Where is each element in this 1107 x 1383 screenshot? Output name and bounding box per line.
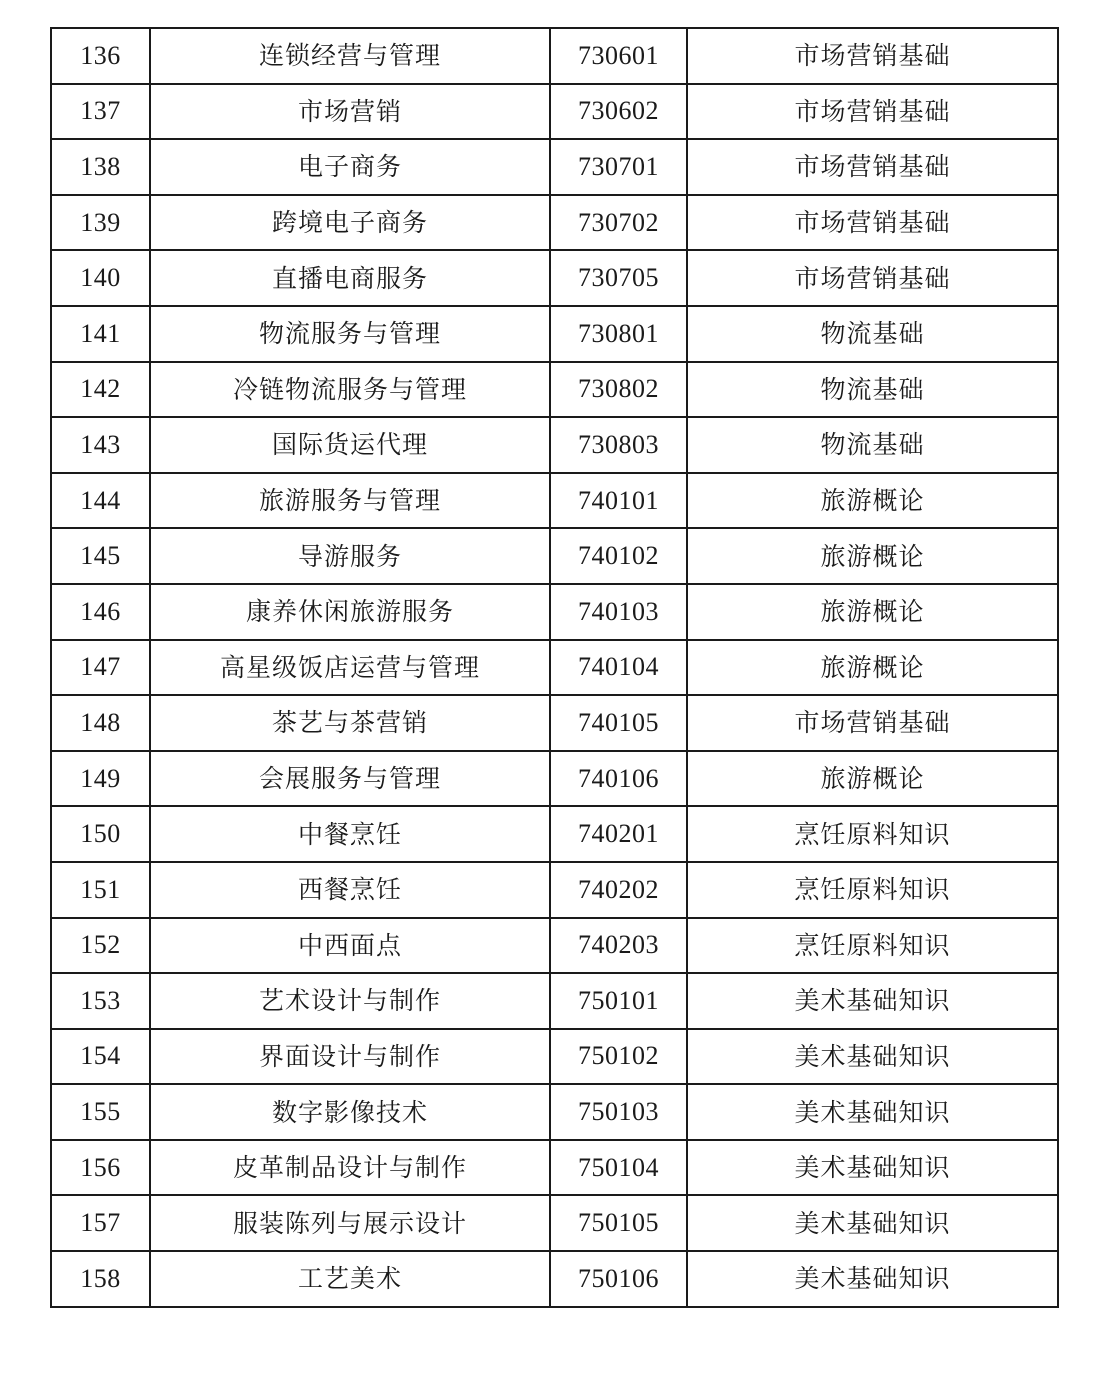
table-row: [51, 417, 1058, 473]
cell-major-name: 旅游服务与管理: [150, 473, 550, 529]
table-row: [51, 584, 1058, 640]
cell-major-name: 市场营销: [150, 84, 550, 140]
cell-number: 146: [51, 584, 150, 640]
cell-major-name: 中餐烹饪: [150, 806, 550, 862]
table-row: [51, 862, 1058, 918]
table-row: [51, 1140, 1058, 1196]
cell-major-code: 730803: [550, 417, 687, 473]
cell-major-name: 界面设计与制作: [150, 1029, 550, 1085]
cell-major-name: 电子商务: [150, 139, 550, 195]
cell-major-code: 740201: [550, 806, 687, 862]
table-row: [51, 1084, 1058, 1140]
cell-major-code: 740203: [550, 918, 687, 974]
cell-exam-subject: 美术基础知识: [687, 1251, 1058, 1307]
table-row: [51, 528, 1058, 584]
table-row: [51, 918, 1058, 974]
cell-number: 148: [51, 695, 150, 751]
cell-number: 145: [51, 528, 150, 584]
cell-major-name: 皮革制品设计与制作: [150, 1140, 550, 1196]
cell-number: 138: [51, 139, 150, 195]
cell-number: 149: [51, 751, 150, 807]
table-row: [51, 139, 1058, 195]
cell-exam-subject: 旅游概论: [687, 528, 1058, 584]
cell-number: 136: [51, 28, 150, 84]
cell-exam-subject: 美术基础知识: [687, 1029, 1058, 1085]
table-row: [51, 1251, 1058, 1307]
cell-exam-subject: 物流基础: [687, 417, 1058, 473]
cell-major-code: 750101: [550, 973, 687, 1029]
cell-exam-subject: 旅游概论: [687, 584, 1058, 640]
cell-major-name: 康养休闲旅游服务: [150, 584, 550, 640]
cell-exam-subject: 烹饪原料知识: [687, 918, 1058, 974]
cell-major-code: 740105: [550, 695, 687, 751]
cell-major-name: 会展服务与管理: [150, 751, 550, 807]
cell-major-name: 中西面点: [150, 918, 550, 974]
cell-major-code: 750103: [550, 1084, 687, 1140]
cell-number: 140: [51, 250, 150, 306]
cell-exam-subject: 烹饪原料知识: [687, 862, 1058, 918]
cell-major-name: 工艺美术: [150, 1251, 550, 1307]
cell-number: 142: [51, 362, 150, 418]
cell-exam-subject: 旅游概论: [687, 751, 1058, 807]
cell-exam-subject: 市场营销基础: [687, 139, 1058, 195]
cell-major-code: 750105: [550, 1195, 687, 1251]
cell-major-code: 750104: [550, 1140, 687, 1196]
cell-number: 143: [51, 417, 150, 473]
cell-exam-subject: 旅游概论: [687, 473, 1058, 529]
cell-major-name: 连锁经营与管理: [150, 28, 550, 84]
cell-exam-subject: 美术基础知识: [687, 1084, 1058, 1140]
cell-number: 155: [51, 1084, 150, 1140]
table-row: [51, 84, 1058, 140]
cell-major-name: 艺术设计与制作: [150, 973, 550, 1029]
cell-number: 141: [51, 306, 150, 362]
cell-major-name: 服装陈列与展示设计: [150, 1195, 550, 1251]
cell-exam-subject: 市场营销基础: [687, 250, 1058, 306]
cell-major-name: 高星级饭店运营与管理: [150, 640, 550, 696]
cell-major-name: 茶艺与茶营销: [150, 695, 550, 751]
table-row: [51, 1195, 1058, 1251]
table-row: [51, 473, 1058, 529]
cell-number: 157: [51, 1195, 150, 1251]
table-row: [51, 28, 1058, 84]
table-row: [51, 250, 1058, 306]
cell-number: 153: [51, 973, 150, 1029]
cell-major-code: 740202: [550, 862, 687, 918]
table-row: [51, 806, 1058, 862]
cell-major-code: 730601: [550, 28, 687, 84]
cell-number: 144: [51, 473, 150, 529]
cell-exam-subject: 市场营销基础: [687, 84, 1058, 140]
cell-number: 154: [51, 1029, 150, 1085]
cell-exam-subject: 烹饪原料知识: [687, 806, 1058, 862]
table-row: [51, 1029, 1058, 1085]
cell-exam-subject: 旅游概论: [687, 640, 1058, 696]
table-row: [51, 973, 1058, 1029]
cell-number: 150: [51, 806, 150, 862]
cell-exam-subject: 市场营销基础: [687, 695, 1058, 751]
cell-major-code: 750102: [550, 1029, 687, 1085]
cell-major-name: 西餐烹饪: [150, 862, 550, 918]
cell-exam-subject: 市场营销基础: [687, 28, 1058, 84]
cell-major-name: 跨境电子商务: [150, 195, 550, 251]
table-row: [51, 306, 1058, 362]
table-body: [51, 28, 1058, 1307]
cell-exam-subject: 物流基础: [687, 362, 1058, 418]
major-subject-table: [50, 27, 1059, 1308]
cell-major-code: 730602: [550, 84, 687, 140]
cell-number: 147: [51, 640, 150, 696]
table-row: [51, 195, 1058, 251]
cell-major-code: 730802: [550, 362, 687, 418]
cell-number: 158: [51, 1251, 150, 1307]
cell-major-name: 直播电商服务: [150, 250, 550, 306]
cell-exam-subject: 美术基础知识: [687, 973, 1058, 1029]
cell-major-code: 730701: [550, 139, 687, 195]
cell-major-code: 740101: [550, 473, 687, 529]
cell-major-name: 冷链物流服务与管理: [150, 362, 550, 418]
table-row: [51, 640, 1058, 696]
cell-number: 156: [51, 1140, 150, 1196]
cell-exam-subject: 市场营销基础: [687, 195, 1058, 251]
cell-major-code: 750106: [550, 1251, 687, 1307]
cell-exam-subject: 物流基础: [687, 306, 1058, 362]
cell-major-code: 740104: [550, 640, 687, 696]
cell-major-code: 730705: [550, 250, 687, 306]
table-row: [51, 751, 1058, 807]
cell-major-name: 导游服务: [150, 528, 550, 584]
cell-exam-subject: 美术基础知识: [687, 1140, 1058, 1196]
cell-major-code: 740102: [550, 528, 687, 584]
cell-exam-subject: 美术基础知识: [687, 1195, 1058, 1251]
cell-major-code: 740106: [550, 751, 687, 807]
cell-number: 152: [51, 918, 150, 974]
cell-major-name: 数字影像技术: [150, 1084, 550, 1140]
cell-number: 139: [51, 195, 150, 251]
cell-number: 137: [51, 84, 150, 140]
cell-major-name: 国际货运代理: [150, 417, 550, 473]
document-table-container: [50, 27, 1057, 1308]
table-row: [51, 695, 1058, 751]
cell-number: 151: [51, 862, 150, 918]
table-row: [51, 362, 1058, 418]
cell-major-name: 物流服务与管理: [150, 306, 550, 362]
cell-major-code: 730801: [550, 306, 687, 362]
cell-major-code: 740103: [550, 584, 687, 640]
cell-major-code: 730702: [550, 195, 687, 251]
